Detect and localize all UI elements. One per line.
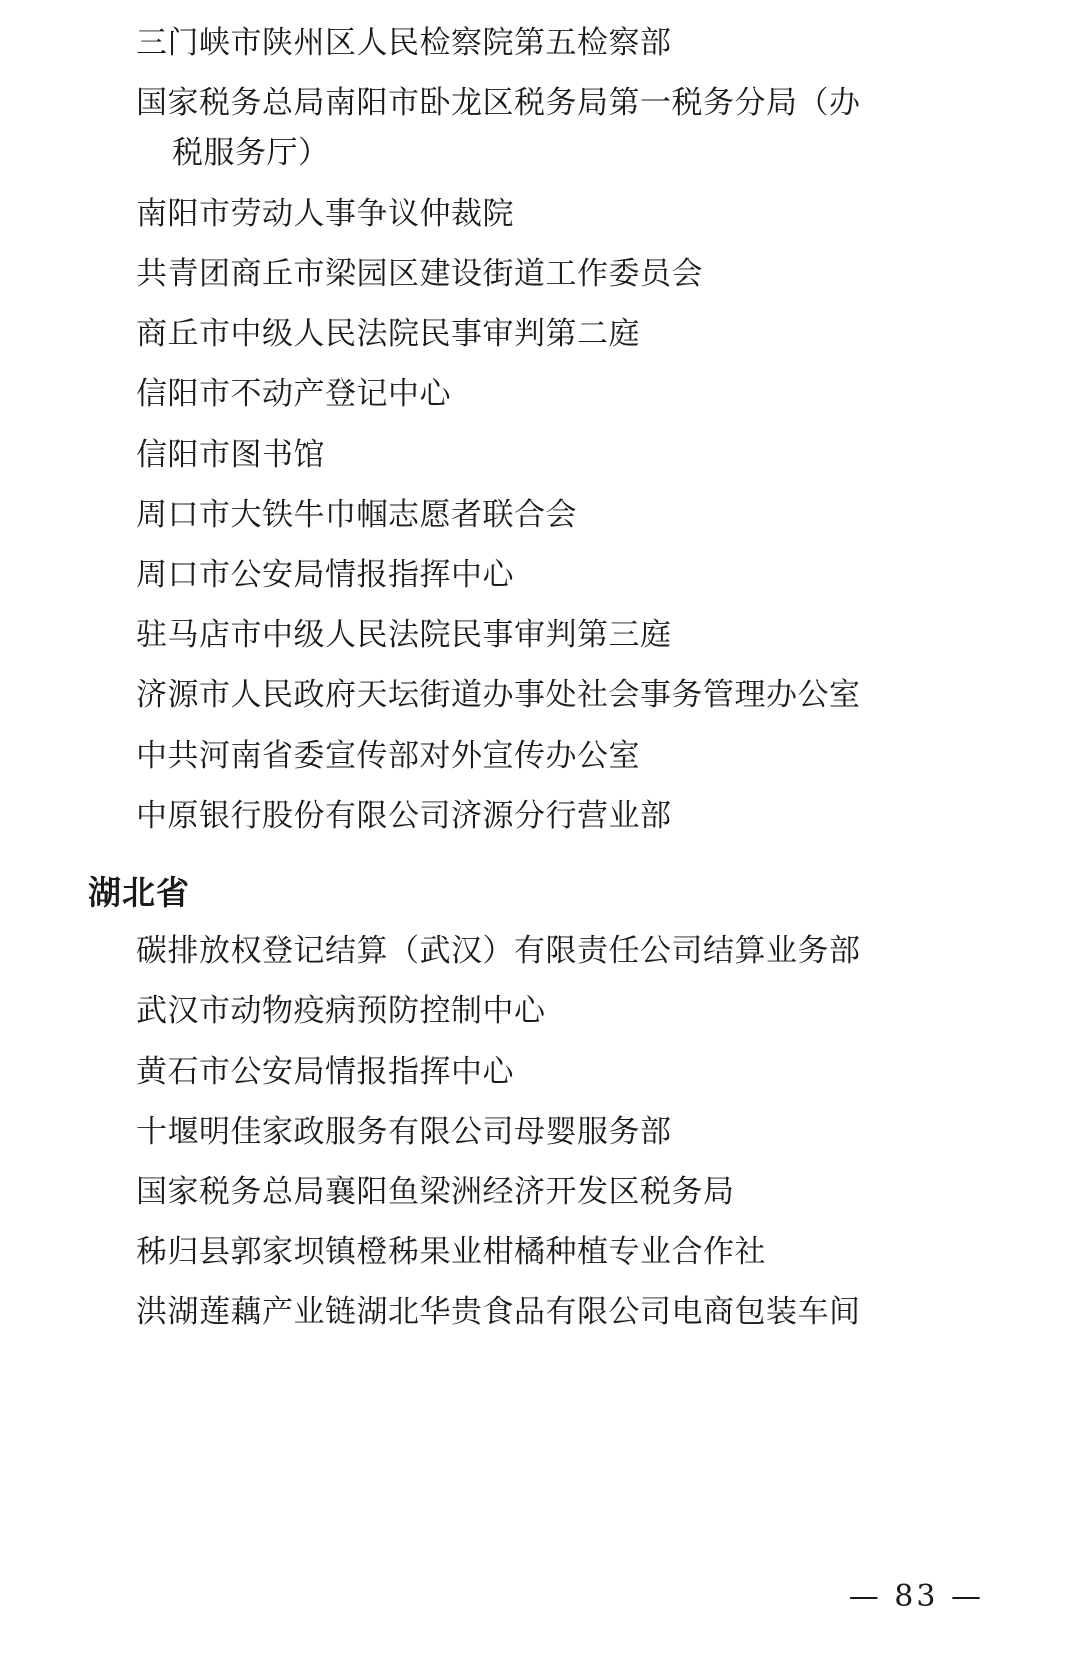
list-item: 周口市大铁牛巾帼志愿者联合会 <box>136 496 577 533</box>
list-item: 国家税务总局襄阳鱼梁洲经济开发区税务局 <box>136 1173 735 1210</box>
section-heading: 湖北省 <box>88 873 190 913</box>
list-item: 驻马店市中级人民法院民事审判第三庭 <box>136 617 672 654</box>
list-item: 十堰明佳家政服务有限公司母婴服务部 <box>136 1113 672 1150</box>
list-item: 黄石市公安局情报指挥中心 <box>136 1053 514 1090</box>
list-item: 中原银行股份有限公司济源分行营业部 <box>136 797 672 834</box>
list-item: 周口市公安局情报指挥中心 <box>136 556 514 593</box>
list-item-text: 国家税务总局南阳市卧龙区税务局第一税务分局（办 <box>136 85 861 122</box>
list-item: 济源市人民政府天坛街道办事处社会事务管理办公室 <box>136 677 861 714</box>
list-item: 信阳市图书馆 <box>136 436 325 473</box>
list-item: 武汉市动物疫病预防控制中心 <box>136 993 546 1030</box>
list-item: 三门峡市陕州区人民检察院第五检察部 <box>136 25 672 61</box>
list-item: 秭归县郭家坝镇橙秭果业柑橘种植专业合作社 <box>136 1234 766 1271</box>
list-item: 中共河南省委宣传部对外宣传办公室 <box>136 737 640 774</box>
list-item: 南阳市劳动人事争议仲裁院 <box>136 195 514 232</box>
list-item-continuation: 税服务厅） <box>172 135 330 172</box>
list-item: 信阳市不动产登记中心 <box>136 376 451 413</box>
list-item <box>88 78 990 178</box>
page-number: — 83 — <box>848 1579 984 1614</box>
list-item: 碳排放权登记结算（武汉）有限责任公司结算业务部 <box>136 933 861 970</box>
list-item: 洪湖莲藕产业链湖北华贵食品有限公司电商包装车间 <box>136 1294 861 1331</box>
list-item: 共青团商丘市梁园区建设街道工作委员会 <box>136 255 703 292</box>
document-content <box>88 18 990 1338</box>
list-item: 商丘市中级人民法院民事审判第二庭 <box>136 316 640 353</box>
